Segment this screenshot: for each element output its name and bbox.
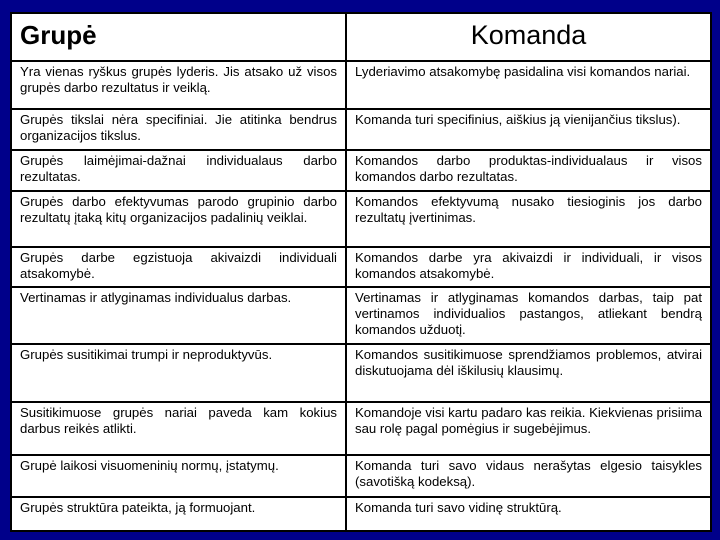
cell-group: Grupės darbe egzistuoja akivaizdi individuali atsakomybė. <box>11 247 346 287</box>
table-row <box>11 402 711 455</box>
cell-team: Komanda turi savo vidinę struktūrą. <box>346 497 711 531</box>
table-row <box>11 191 711 247</box>
cell-team: Komanda turi specifinius, aiškius ją vienijančius tikslus). <box>346 109 711 150</box>
cell-team: Komandos efektyvumą nusako tiesioginis jos darbo rezultatų įvertinimas. <box>346 191 711 247</box>
header-team: Komanda <box>346 13 711 61</box>
cell-team: Lyderiavimo atsakomybę pasidalina visi komandos nariai. <box>346 61 711 109</box>
cell-team: Komandos darbo produktas-individualaus ir visos komandos darbo rezultatas. <box>346 150 711 191</box>
cell-group: Grupė laikosi visuomeninių normų, įstatymų. <box>11 455 346 497</box>
header-row <box>11 13 711 61</box>
table-row <box>11 455 711 497</box>
table-row <box>11 109 711 150</box>
cell-team: Komandos susitikimuose sprendžiamos problemos, atvirai diskutuojama dėl iškilusių klausimų. <box>346 344 711 402</box>
cell-group: Grupės tikslai nėra specifiniai. Jie atitinka bendrus organizacijos tikslus. <box>11 109 346 150</box>
comparison-table-wrapper <box>10 12 710 532</box>
cell-group: Vertinamas ir atlyginamas individualus darbas. <box>11 287 346 344</box>
cell-group: Grupės struktūra pateikta, ją formuojant. <box>11 497 346 531</box>
cell-team: Komandos darbe yra akivaizdi ir individuali, ir visos komandos atsakomybė. <box>346 247 711 287</box>
table-row <box>11 287 711 344</box>
cell-group: Grupės darbo efektyvumas parodo grupinio darbo rezultatų įtaką kitų organizacijos padalinių veiklai. <box>11 191 346 247</box>
cell-team: Vertinamas ir atlyginamas komandos darbas, taip pat vertinamos individualios pastangos, atliekant bendrą komandos užduotį. <box>346 287 711 344</box>
cell-team: Komanda turi savo vidaus nerašytas elgesio taisykles (savotišką kodeksą). <box>346 455 711 497</box>
table-row <box>11 61 711 109</box>
table-row <box>11 344 711 402</box>
cell-group: Yra vienas ryškus grupės lyderis. Jis atsako už visos grupės darbo rezultatus ir veiklą. <box>11 61 346 109</box>
table-row <box>11 150 711 191</box>
header-group: Grupė <box>11 13 346 61</box>
comparison-table <box>10 12 712 532</box>
cell-group: Grupės susitikimai trumpi ir neproduktyvūs. <box>11 344 346 402</box>
cell-team: Komandoje visi kartu padaro kas reikia. Kiekvienas prisiima sau rolę pagal pomėgius ir sugebėjimus. <box>346 402 711 455</box>
table-row <box>11 497 711 531</box>
cell-group: Grupės laimėjimai-dažnai individualaus darbo rezultatas. <box>11 150 346 191</box>
table-row <box>11 247 711 287</box>
cell-group: Susitikimuose grupės nariai paveda kam kokius darbus reikės atlikti. <box>11 402 346 455</box>
